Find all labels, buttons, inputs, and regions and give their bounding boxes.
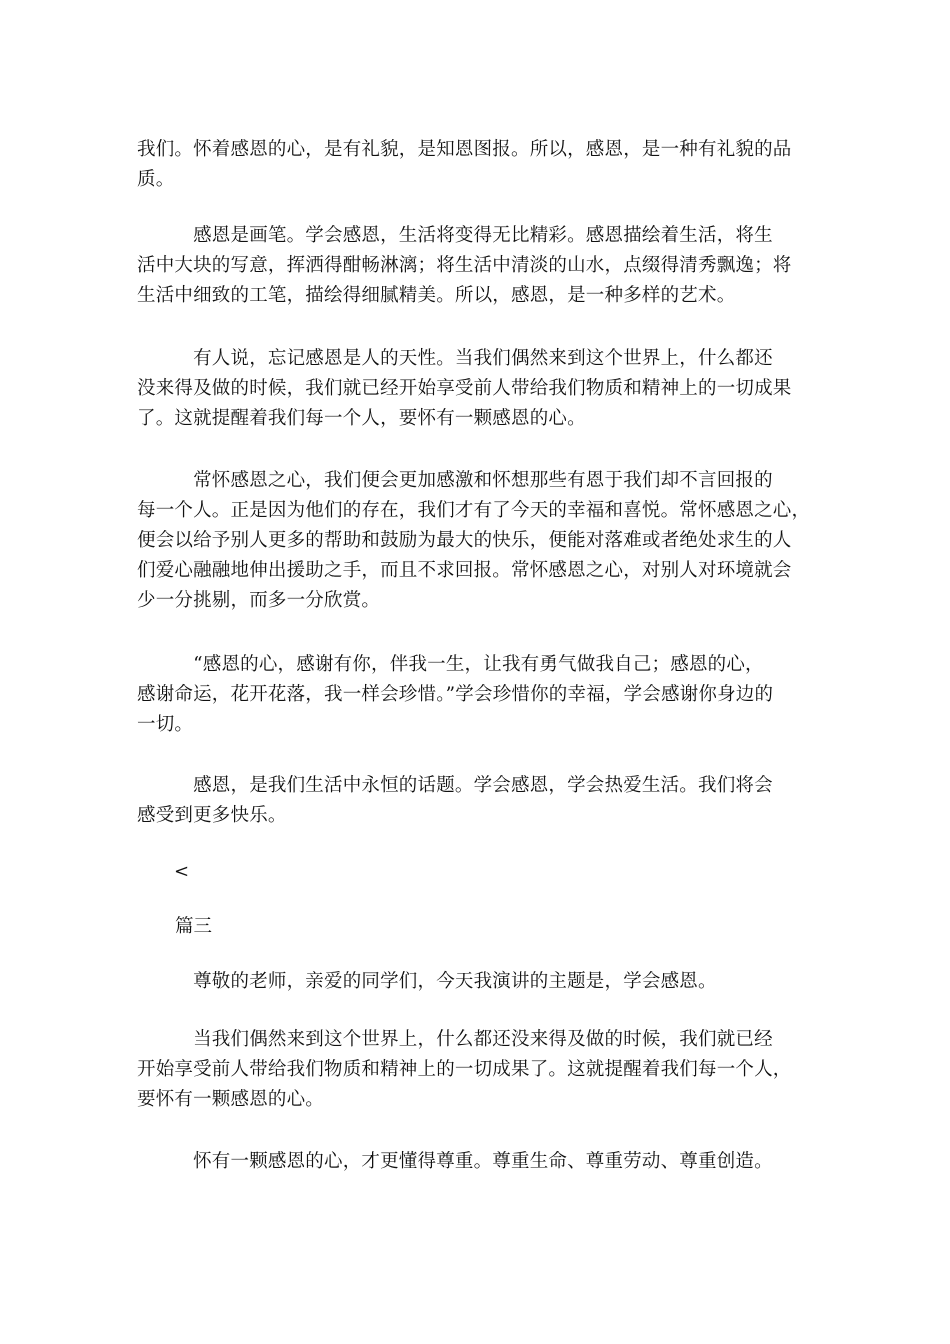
- text-line: 我们。怀着感恩的心，是有礼貌，是知恩图报。所以，感恩，是一种有礼貌的品: [137, 139, 792, 160]
- text-line: 每一个人。正是因为他们的存在，我们才有了今天的幸福和喜悦。常怀感恩之心，: [137, 500, 811, 521]
- text-line: 感恩是画笔。学会感恩，生活将变得无比精彩。感恩描绘着生活，将生: [137, 225, 773, 246]
- text-line: 活中大块的写意，挥洒得酣畅淋漓；将生活中清淡的山水，点缀得清秀飘逸；将: [137, 255, 792, 276]
- text-line: 没来得及做的时候，我们就已经开始享受前人带给我们物质和精神上的一切成果: [137, 378, 792, 399]
- text-line: 感谢命运，花开花落，我一样会珍惜。”学会珍惜你的幸福，学会感谢你身边的: [137, 684, 774, 705]
- text-line: 便会以给予别人更多的帮助和鼓励为最大的快乐，便能对落难或者绝处求生的人: [137, 530, 792, 551]
- text-line: 生活中细致的工笔，描绘得细腻精美。所以，感恩，是一种多样的艺术。: [137, 285, 736, 306]
- text-line: 少一分挑剔，而多一分欣赏。: [137, 590, 381, 611]
- text-line: 怀有一颗感恩的心，才更懂得尊重。尊重生命、尊重劳动、尊重创造。: [137, 1151, 773, 1172]
- text-line: 质。: [137, 169, 175, 190]
- paragraph: [137, 1147, 817, 1177]
- angle-marker: <: [174, 861, 190, 882]
- text-line: “感恩的心，感谢有你，伴我一生，让我有勇气做我自己；感恩的心，: [137, 654, 764, 675]
- paragraph: [137, 1025, 817, 1115]
- text-line: 感恩，是我们生活中永恒的话题。学会感恩，学会热爱生活。我们将会: [137, 775, 773, 796]
- paragraph: [137, 221, 817, 311]
- text-line: 开始享受前人带给我们物质和精神上的一切成果了。这就提醒着我们每一个人，: [137, 1059, 792, 1080]
- text-line: 们爱心融融地伸出援助之手，而且不求回报。常怀感恩之心，对别人对环境就会: [137, 560, 792, 581]
- paragraph: [137, 967, 817, 997]
- paragraph: [137, 466, 817, 616]
- text-line: 要怀有一颗感恩的心。: [137, 1089, 325, 1110]
- paragraph: [137, 771, 817, 831]
- text-line: 有人说，忘记感恩是人的天性。当我们偶然来到这个世界上，什么都还: [137, 348, 773, 369]
- paragraph: [137, 344, 817, 434]
- section-heading: 篇三: [175, 916, 213, 937]
- text-line: 了。这就提醒着我们每一个人，要怀有一颗感恩的心。: [137, 408, 586, 429]
- paragraph: [137, 135, 817, 195]
- text-line: 感受到更多快乐。: [137, 805, 287, 826]
- text-line: 常怀感恩之心，我们便会更加感激和怀想那些有恩于我们却不言回报的: [137, 470, 773, 491]
- paragraph: [137, 650, 817, 740]
- text-line: 一切。: [137, 714, 194, 735]
- text-line: 当我们偶然来到这个世界上，什么都还没来得及做的时候，我们就已经: [137, 1029, 773, 1050]
- text-line: 尊敬的老师，亲爱的同学们，今天我演讲的主题是，学会感恩。: [137, 971, 717, 992]
